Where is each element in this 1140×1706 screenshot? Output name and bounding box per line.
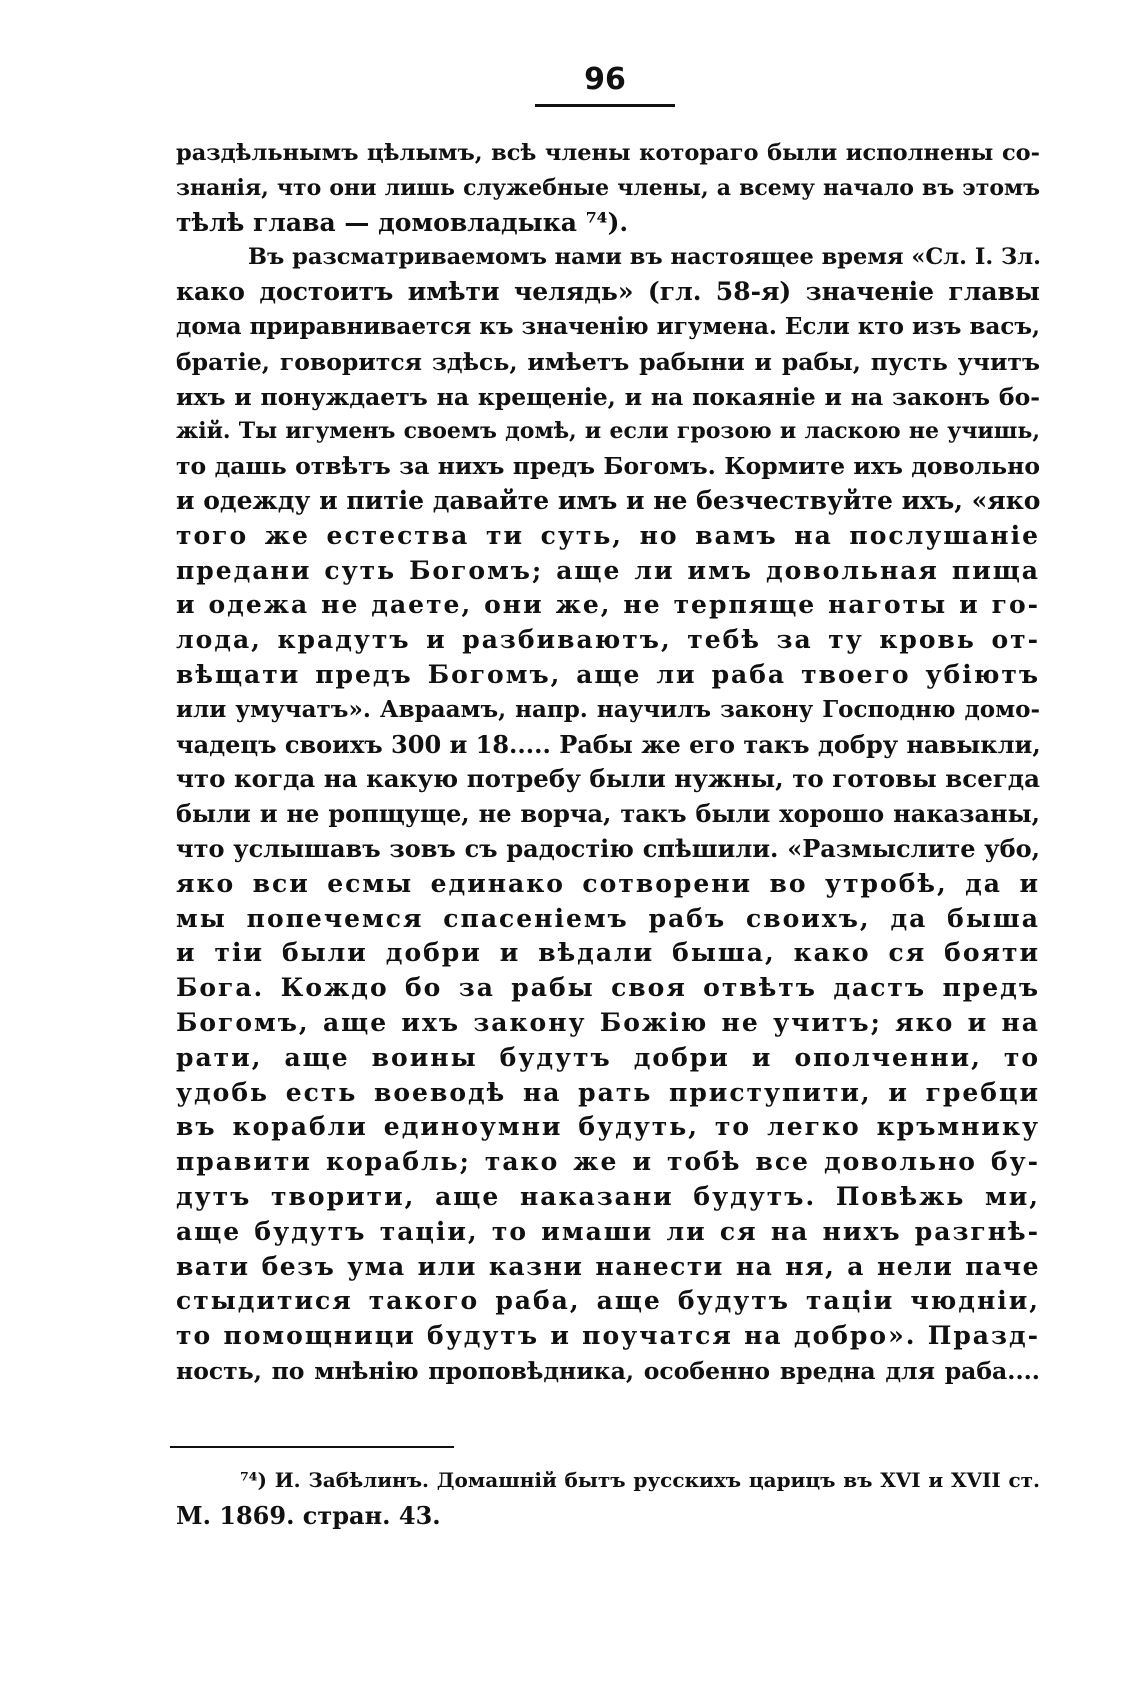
text-line: братіе, говорится здѣсь, имѣетъ рабыни и рабы, пусть учитъ: [176, 347, 1040, 376]
text-line: рати, аще воины будутъ добри и ополченни, то: [176, 1042, 1040, 1072]
text-line: вѣщати предъ Богомъ, аще ли раба твоего убіютъ: [176, 659, 1040, 689]
text-line: дутъ творити, аще наказани будутъ. Повѣжь ми,: [176, 1181, 1040, 1211]
text-line: стыдитися такого раба, аще будутъ таціи чюдніи,: [176, 1286, 1040, 1316]
text-line: и тіи были добри и вѣдали быша, како ся бояти: [176, 938, 1040, 968]
text-line: како достоитъ имѣти челядь» (гл. 58-я) значеніе главы: [176, 277, 1040, 307]
text-line: чадецъ своихъ 300 и 18..... Рабы же его такъ добру навыкли,: [176, 729, 1041, 759]
text-line: лода, крадутъ и разбиваютъ, тебѣ за ту кровь от-: [176, 625, 1040, 655]
text-line: что услышавъ зовъ съ радостію спѣшили. «Размыслите убо,: [176, 833, 1040, 863]
text-line: раздѣльнымъ цѣлымъ, всѣ члены котораго были исполнены со-: [176, 140, 1040, 166]
text-line: то помощници будутъ и поучатся на добро». Празд-: [176, 1321, 1040, 1351]
text-line: знанія, что они лишь служебные члены, а всему начало въ этомъ: [176, 174, 1040, 201]
text-line: аще будутъ таціи, то имаши ли ся на нихъ разгнѣ-: [176, 1216, 1040, 1246]
text-line: предани суть Богомъ; аще ли имъ довольная пища: [176, 555, 1040, 585]
footnote-line: ⁷⁴) И. Забѣлинъ. Домашній бытъ русскихъ царицъ въ XVI и XVII ст.: [240, 1468, 1040, 1492]
text-line: что когда на какую потребу были нужны, то готовы всегда: [176, 764, 1040, 794]
page-number-rule: [535, 104, 675, 107]
text-line: того же естества ти суть, но вамъ на послушаніе: [176, 520, 1040, 550]
footnote-line: М. 1869. стран. 43.: [176, 1501, 441, 1530]
text-line: тѣлѣ глава — домовладыка ⁷⁴).: [176, 207, 629, 237]
text-line: яко вси есмы единако сотворени во утробѣ, да и: [176, 868, 1040, 898]
text-line: ность, по мнѣнію проповѣдника, особенно вредна для раба....: [176, 1356, 1040, 1385]
body-text: [176, 136, 1040, 1389]
text-line: и одежа не даете, они же, не терпяще наготы и го-: [176, 590, 1040, 620]
text-line: жій. Ты игуменъ своемъ домѣ, и если грозою и ласкою не учишь,: [176, 418, 1040, 445]
text-line: ихъ и понуждаетъ на крещеніе, и на покаяніе и на законъ бо-: [176, 382, 1040, 411]
text-line: то дашь отвѣтъ за нихъ предъ Богомъ. Кормите ихъ довольно: [176, 452, 1040, 481]
text-line: правити корабль; тако же и тобѣ все довольно бу-: [176, 1147, 1040, 1177]
page-number: 96: [584, 62, 626, 97]
text-line: вати безъ ума или казни нанести на ня, а нели паче: [176, 1251, 1040, 1281]
text-line: въ корабли единоумни будуть, то легко кръмнику: [176, 1112, 1040, 1142]
text-line: и одежду и питіе давайте имъ и не безчествуйте ихъ, «яко: [176, 485, 1041, 515]
text-line: Богомъ, аще ихъ закону Божію не учитъ; яко и на: [176, 1007, 1040, 1037]
text-line: были и не ропщуще, не ворча, такъ были хорошо наказаны,: [176, 799, 1040, 829]
text-line: дома приравнивается къ значенію игумена. Если кто изъ васъ,: [176, 312, 1040, 340]
footnote-separator: [170, 1446, 454, 1448]
text-line: мы попечемся спасеніемъ рабъ своихъ, да быша: [176, 903, 1040, 933]
text-line: или умучатъ». Авраамъ, напр. научилъ закону Господню домо-: [176, 695, 1040, 723]
text-line: Бога. Кождо бо за рабы своя отвѣтъ дастъ предъ: [176, 973, 1040, 1003]
text-line: удобь есть воеводѣ на рать приступити, и гребци: [176, 1077, 1040, 1107]
footnotes: [176, 1462, 1040, 1534]
text-line: Въ разсматриваемомъ нами въ настоящее время «Сл. I. Зл.: [248, 244, 1041, 271]
